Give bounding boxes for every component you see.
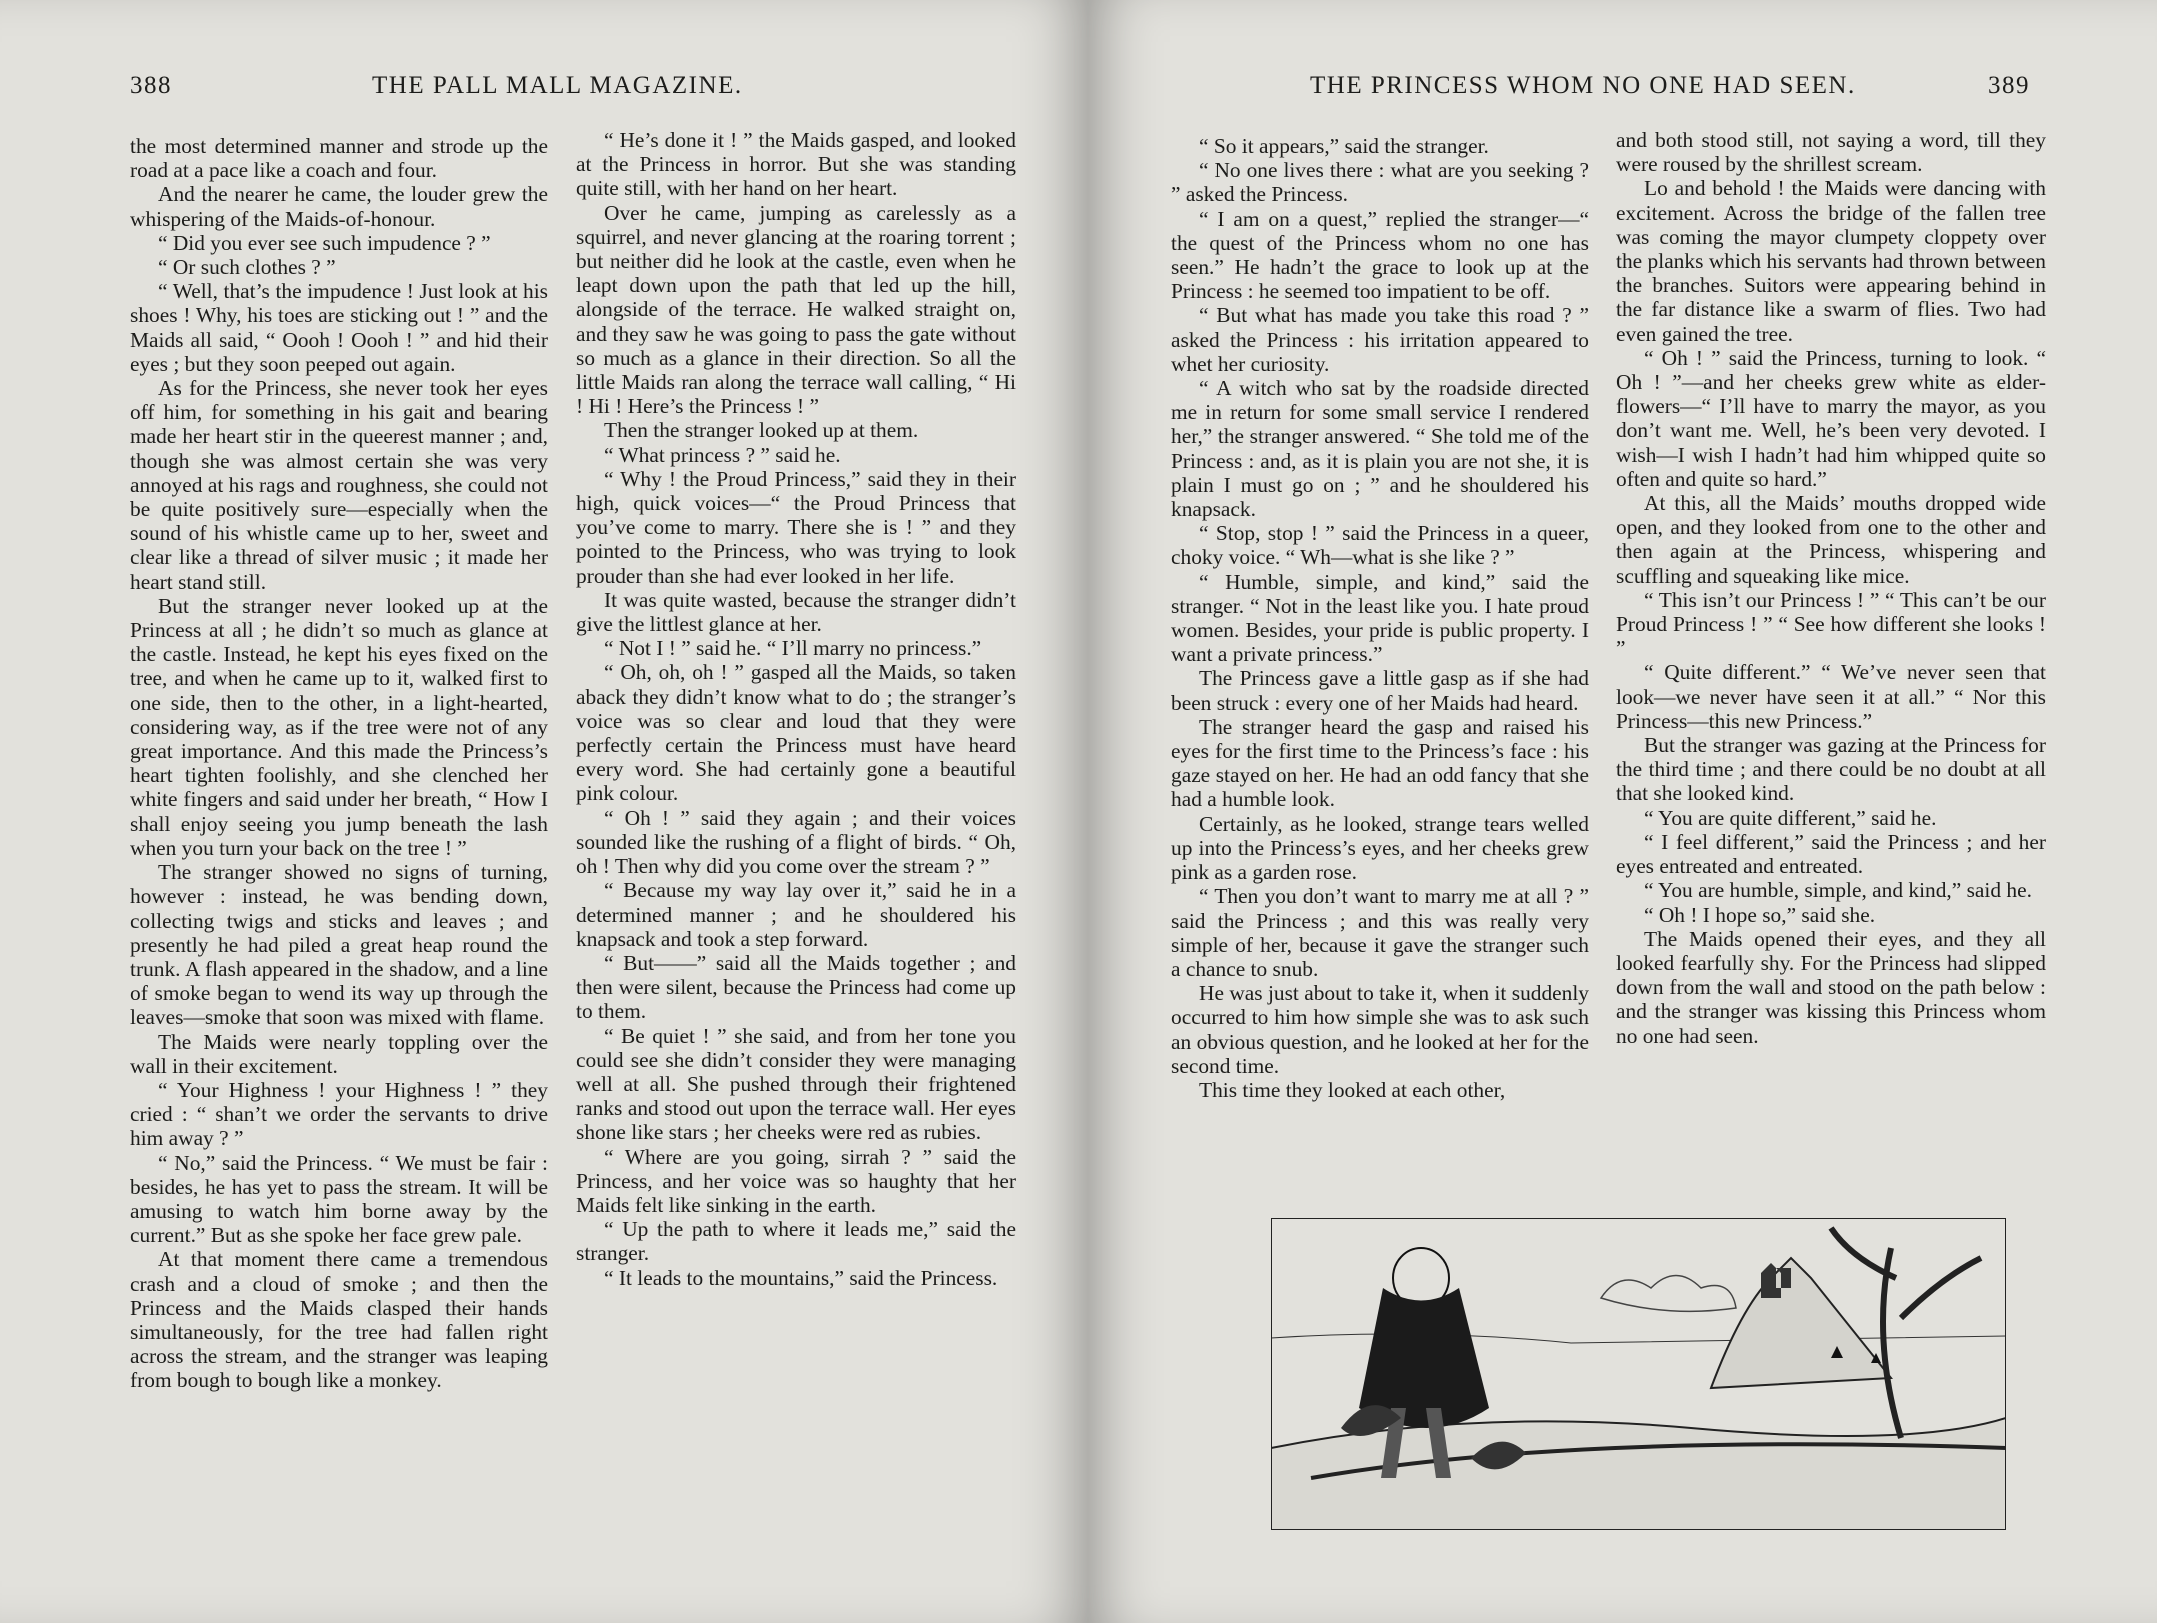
paragraph: “ Oh, oh, oh ! ” gasped all the Maids, so taken aback they didn’t know what to do ; the stranger’s voice was so clear and loud that they were perfectly certain the Princess must have heard every word. She had certainly gone a beautiful pink colour. <box>576 660 1016 806</box>
text-column-left-2 <box>576 128 1016 1290</box>
page-number: 389 <box>1988 72 2030 99</box>
paragraph: “ Well, that’s the impudence ! Just look at his shoes ! Why, his toes are sticking out ! ” and the Maids all said, “ Oooh ! Oooh ! ” and hid their eyes ; but they soon peeped out again. <box>130 279 548 376</box>
paragraph: “ A witch who sat by the roadside directed me in return for some small service I rendered her,” the stranger answered. “ She told me of the Princess : and, as it is plain you are not she, it is plain I must go on ; ” and he shouldered his knapsack. <box>1171 376 1589 522</box>
paragraph: “ I feel different,” said the Princess ; and her eyes entreated and entreated. <box>1616 829 2046 879</box>
paragraph: “ No one lives there : what are you seeking ? ” asked the Princess. <box>1171 158 1589 207</box>
story-illustration <box>1271 1218 2006 1530</box>
paragraph: As for the Princess, she never took her eyes off him, for something in his gait and bearing made her heart stir in the queerest manner ; and, though she was almost certain she was very annoyed at his rags and roughness, she could not be quite positively sure—especially when the sound of his whistle came up to her, sweet and clear like a thread of silver music ; it made her heart stand still. <box>130 376 548 594</box>
paragraph: The Maids were nearly toppling over the wall in their excitement. <box>130 1029 548 1078</box>
paragraph: “ Humble, simple, and kind,” said the stranger. “ Not in the least like you. I hate proud women. Besides, your pride is public property. I want a private princess.” <box>1171 569 1589 667</box>
paragraph: and both stood still, not saying a word, till they were roused by the shrillest scream. <box>1616 128 2046 177</box>
paragraph: “ Be quiet ! ” she said, and from her tone you could see she didn’t consider they were managing well at all. She pushed through their frightened ranks and stood out upon the terrace wall. Her eyes shone like stars ; her cheeks were red as rubies. <box>576 1023 1016 1145</box>
paragraph: “ I am on a quest,” replied the stranger—“ the quest of the Princess whom no one has seen.” He hadn’t the grace to look up at the Princess : he seemed too impatient to be off. <box>1171 206 1589 304</box>
paragraph: At this, all the Maids’ mouths dropped wide open, and they looked from one to the other and then again at the Princess, whispering and scuffling and squeaking like mice. <box>1616 491 2046 588</box>
paragraph: The stranger showed no signs of turning, however : instead, he was bending down, collecting twigs and sticks and leaves ; and presently he had piled a great heap round the trunk. A flash appeared in the shadow, and a line of smoke began to wend its way up through the leaves—smoke that soon was mixed with flame. <box>130 860 548 1030</box>
paragraph: And the nearer he came, the louder grew the whispering of the Maids-of-honour. <box>130 182 548 231</box>
paragraph: But the stranger never looked up at the Princess at all ; he didn’t so much as glance at the castle. Instead, he kept his eyes fixed on the tree, and when he came up to it, walked first to one side, then to the other, in a light-hearted, considering way, as if the tree were not of any great importance. And this made the Princess’s heart tighten foolishly, and she clenched her white fingers and said under her breath, “ How I shall enjoy seeing you jump beneath the lash when you turn your back on the tree ! ” <box>130 593 548 860</box>
paragraph: “ Not I ! ” said he. “ I’ll marry no princess.” <box>604 636 982 661</box>
page-number: 388 <box>130 72 172 99</box>
paragraph: “ Your Highness ! your Highness ! ” they cried : “ shan’t we order the servants to drive him away ? ” <box>130 1077 548 1151</box>
paragraph: The stranger heard the gasp and raised his eyes for the first time to the Princess’s face : his gaze stayed on her. He had an odd fancy that she had a humble look. <box>1171 714 1589 812</box>
paragraph: “ Why ! the Proud Princess,” said they in their high, quick voices—“ the Proud Princess that you’ve come to marry. There she is ! ” and they pointed to the Princess, who was trying to look prouder than she had ever looked in her life. <box>576 466 1016 588</box>
paragraph: “ Oh ! ” said the Princess, turning to look. “ Oh ! ”—and her cheeks grew white as elder-flowers—“ I’ll have to marry the mayor, as you don’t want me. Well, he’s been very devoted. I wish—I wish I hadn’t had him whipped quite so often and quite so hard.” <box>1616 345 2046 491</box>
paragraph: “ Did you ever see such impudence ? ” <box>158 230 491 255</box>
illustration-engraving <box>1271 1218 2006 1530</box>
paragraph: It was quite wasted, because the stranger didn’t give the littlest glance at her. <box>576 587 1016 637</box>
paragraph: Certainly, as he looked, strange tears welled up into the Princess’s eyes, and her cheeks grew pink as a garden rose. <box>1171 811 1589 885</box>
paragraph: At that moment there came a tremendous crash and a cloud of smoke ; and then the Princess and the Maids clasped their hands simultaneously, for the tree had fallen right across the stream, and the stranger was leaping from bough to bough like a monkey. <box>130 1247 548 1393</box>
paragraph: “ Or such clothes ? ” <box>158 255 336 280</box>
running-head: THE PRINCESS WHOM NO ONE HAD SEEN. <box>1310 72 1856 99</box>
paragraph: But the stranger was gazing at the Princess for the third time ; and there could be no doubt at all that she looked kind. <box>1616 733 2046 806</box>
paragraph: This time they looked at each other, <box>1199 1077 1506 1102</box>
text-column-right-1 <box>1171 134 1589 1102</box>
paragraph: “ But what has made you take this road ? ” asked the Princess : his irritation appeared to whet her curiosity. <box>1171 303 1589 376</box>
paragraph: “ Then you don’t want to marry me at all ? ” said the Princess ; and this was really very simple of her, because it gave the stranger such a chance to snub. <box>1171 884 1589 981</box>
paragraph: The Maids opened their eyes, and they all looked fearfully shy. For the Princess had slipped down from the wall and stood on the path below : and the stranger was kissing this Princess whom no one had seen. <box>1616 926 2046 1048</box>
running-head: THE PALL MALL MAGAZINE. <box>372 72 743 99</box>
text-column-left-1 <box>130 134 548 1393</box>
paragraph: “ Because my way lay over it,” said he in a determined manner ; and he shouldered his knapsack and took a step forward. <box>576 878 1016 951</box>
paragraph: “ He’s done it ! ” the Maids gasped, and looked at the Princess in horror. But she was standing quite still, with her hand on her heart. <box>576 128 1016 201</box>
paragraph: The Princess gave a little gasp as if she had been struck : every one of her Maids had heard. <box>1171 666 1589 715</box>
paragraph: “ No,” said the Princess. “ We must be fair : besides, he has yet to pass the stream. It will be amusing to watch him borne away by the current.” But as she spoke her face grew pale. <box>130 1150 548 1248</box>
text-column-right-2 <box>1616 128 2046 1048</box>
paragraph: “ What princess ? ” said he. <box>604 442 841 467</box>
paragraph: “ Oh ! I hope so,” said she. <box>1644 902 1876 927</box>
paragraph: “ Oh ! ” said they again ; and their voices sounded like the rushing of a flight of birds. “ Oh, oh ! Then why did you come over the stream ? ” <box>576 805 1016 879</box>
paragraph: He was just about to take it, when it suddenly occurred to him how simple she was to ask such an obvious question, and he looked at her for the second time. <box>1171 981 1589 1078</box>
paragraph: Then the stranger looked up at them. <box>604 418 919 443</box>
paragraph: “ Up the path to where it leads me,” said the stranger. <box>576 1217 1016 1266</box>
paragraph: “ So it appears,” said the stranger. <box>1199 134 1489 158</box>
paragraph: “ But——” said all the Maids together ; and then were silent, because the Princess had come up to them. <box>576 950 1016 1024</box>
paragraph: Lo and behold ! the Maids were dancing with excitement. Across the bridge of the fallen tree was coming the mayor clumpety cloppety over the planks which his servants had thrown between the branches. Suitors were appearing behind in the far distance like a swarm of flies. Two had even gained the tree. <box>1616 176 2046 346</box>
paragraph: “ Quite different.” “ We’ve never seen that look—we never have seen it at all.” “ Nor this Princess—this new Princess.” <box>1616 660 2046 733</box>
paragraph: “ This isn’t our Princess ! ” “ This can’t be our Proud Princess ! ” “ See how different she looks ! ” <box>1616 587 2046 661</box>
paragraph: “ Where are you going, sirrah ? ” said the Princess, and her voice was so haughty that her Maids felt like sinking in the earth. <box>576 1144 1016 1217</box>
paragraph: Over he came, jumping as carelessly as a squirrel, and never glancing at the roaring torrent ; but neither did he look at the castle, even when he leapt down upon the path that led up the hill, alongside of the terrace. He walked straight on, and they saw he was going to pass the gate without so much as a glance in their direction. So all the little Maids ran along the terrace wall calling, “ Hi ! Hi ! Here’s the Princess ! ” <box>576 200 1016 419</box>
paragraph: “ You are quite different,” said he. <box>1644 805 1937 830</box>
paragraph: “ You are humble, simple, and kind,” said he. <box>1644 878 2032 903</box>
paragraph: “ It leads to the mountains,” said the Princess. <box>604 1265 998 1290</box>
paragraph: “ Stop, stop ! ” said the Princess in a queer, choky voice. “ Wh—what is she like ? ” <box>1171 521 1589 570</box>
paragraph: the most determined manner and strode up the road at a pace like a coach and four. <box>130 134 548 183</box>
